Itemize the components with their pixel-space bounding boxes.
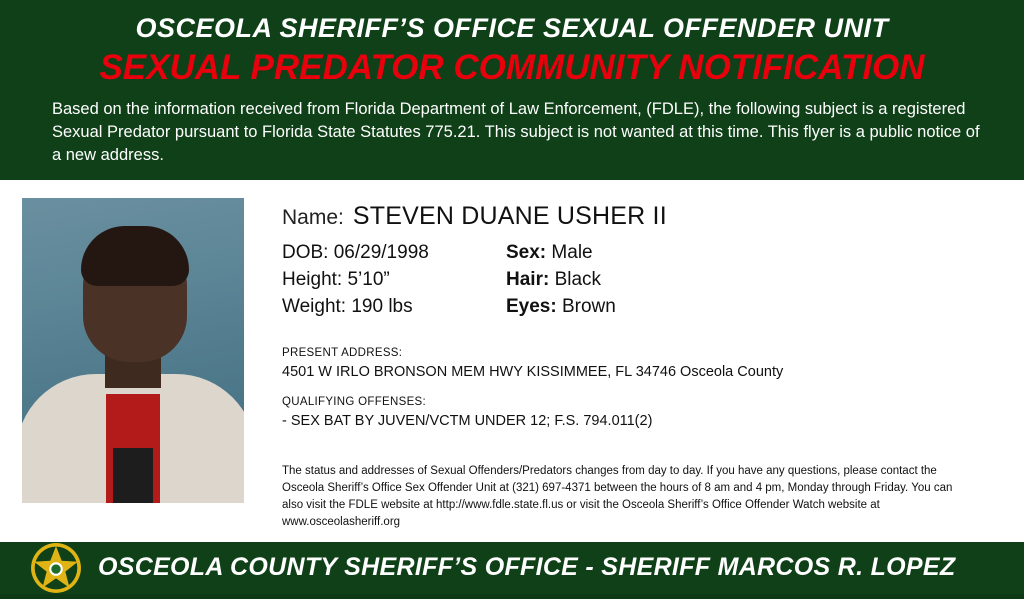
hair-label: Hair: <box>506 268 550 290</box>
dob-row <box>282 240 506 267</box>
sex-label: Sex: <box>506 241 547 263</box>
sex-value: Male <box>551 241 593 263</box>
name-value: STEVEN DUANE USHER II <box>352 201 667 230</box>
flyer-footer <box>0 542 1024 594</box>
sex-row <box>506 240 616 267</box>
dob-label: DOB: <box>282 241 329 263</box>
hair-row <box>506 267 616 294</box>
qualifying-offenses-value: - SEX BAT BY JUVEN/VCTM UNDER 12; F.S. 794.011(2) <box>282 412 653 429</box>
name-label: Name: <box>282 205 344 229</box>
qualifying-offenses-label: QUALIFYING OFFENSES: <box>282 395 427 408</box>
disclaimer-text: Based on the information received from Florida Department of Law Enforcement, (FDLE), the following subject is a registered Sexual Predator pursuant to Florida State Statutes 775.21. This subject is not wanted at this time. This flyer is a public notice of a new address. <box>52 99 980 165</box>
subject-photo <box>22 198 244 503</box>
dob-value: 06/29/1998 <box>333 241 429 263</box>
photo-shape-hair <box>81 226 189 286</box>
height-row <box>282 267 506 294</box>
photo-column <box>22 198 254 532</box>
present-address-value: 4501 W IRLO BRONSON MEM HWY KISSIMMEE, FL 34746 Osceola County <box>282 363 784 380</box>
eyes-label: Eyes: <box>506 295 557 317</box>
subject-stats-left <box>282 240 506 321</box>
eyes-value: Brown <box>561 295 616 317</box>
flyer-header <box>0 0 1024 180</box>
subject-name-row <box>282 202 1002 231</box>
subject-stats-right <box>506 240 616 321</box>
height-label: Height: <box>282 268 343 290</box>
fine-print-text: The status and addresses of Sexual Offenders/Predators changes from day to day. If you have any questions, please contact the Osceola Sheriff’s Office Sex Offender Unit at (321) 697-4371 between the hours of 8 am and 4 pm, Monday through Friday. You can also visit the FDLE website at http://www.fdle.state.fl.us or visit the Osceola Sheriff’s Office Offender Watch website at www.osceolasheriff.org <box>282 464 953 529</box>
flyer-body <box>0 180 1024 542</box>
subject-stats <box>282 240 1002 321</box>
eyes-row <box>506 294 616 321</box>
hair-value: Black <box>554 268 602 290</box>
photo-shape-dark <box>113 448 153 503</box>
weight-label: Weight: <box>282 295 347 317</box>
present-address-label: PRESENT ADDRESS: <box>282 346 403 359</box>
subject-info-column <box>254 198 1002 532</box>
agency-title: OSCEOLA SHERIFF’S OFFICE SEXUAL OFFENDER UNIT <box>135 13 889 43</box>
footer-title: OSCEOLA COUNTY SHERIFF’S OFFICE - SHERIFF MARCOS R. LOPEZ <box>98 553 956 582</box>
height-value: 5’10” <box>347 268 390 290</box>
notification-title: SEXUAL PREDATOR COMMUNITY NOTIFICATION <box>99 48 925 88</box>
weight-value: 190 lbs <box>351 295 413 317</box>
weight-row <box>282 294 506 321</box>
sheriff-star-badge-icon <box>30 542 82 594</box>
